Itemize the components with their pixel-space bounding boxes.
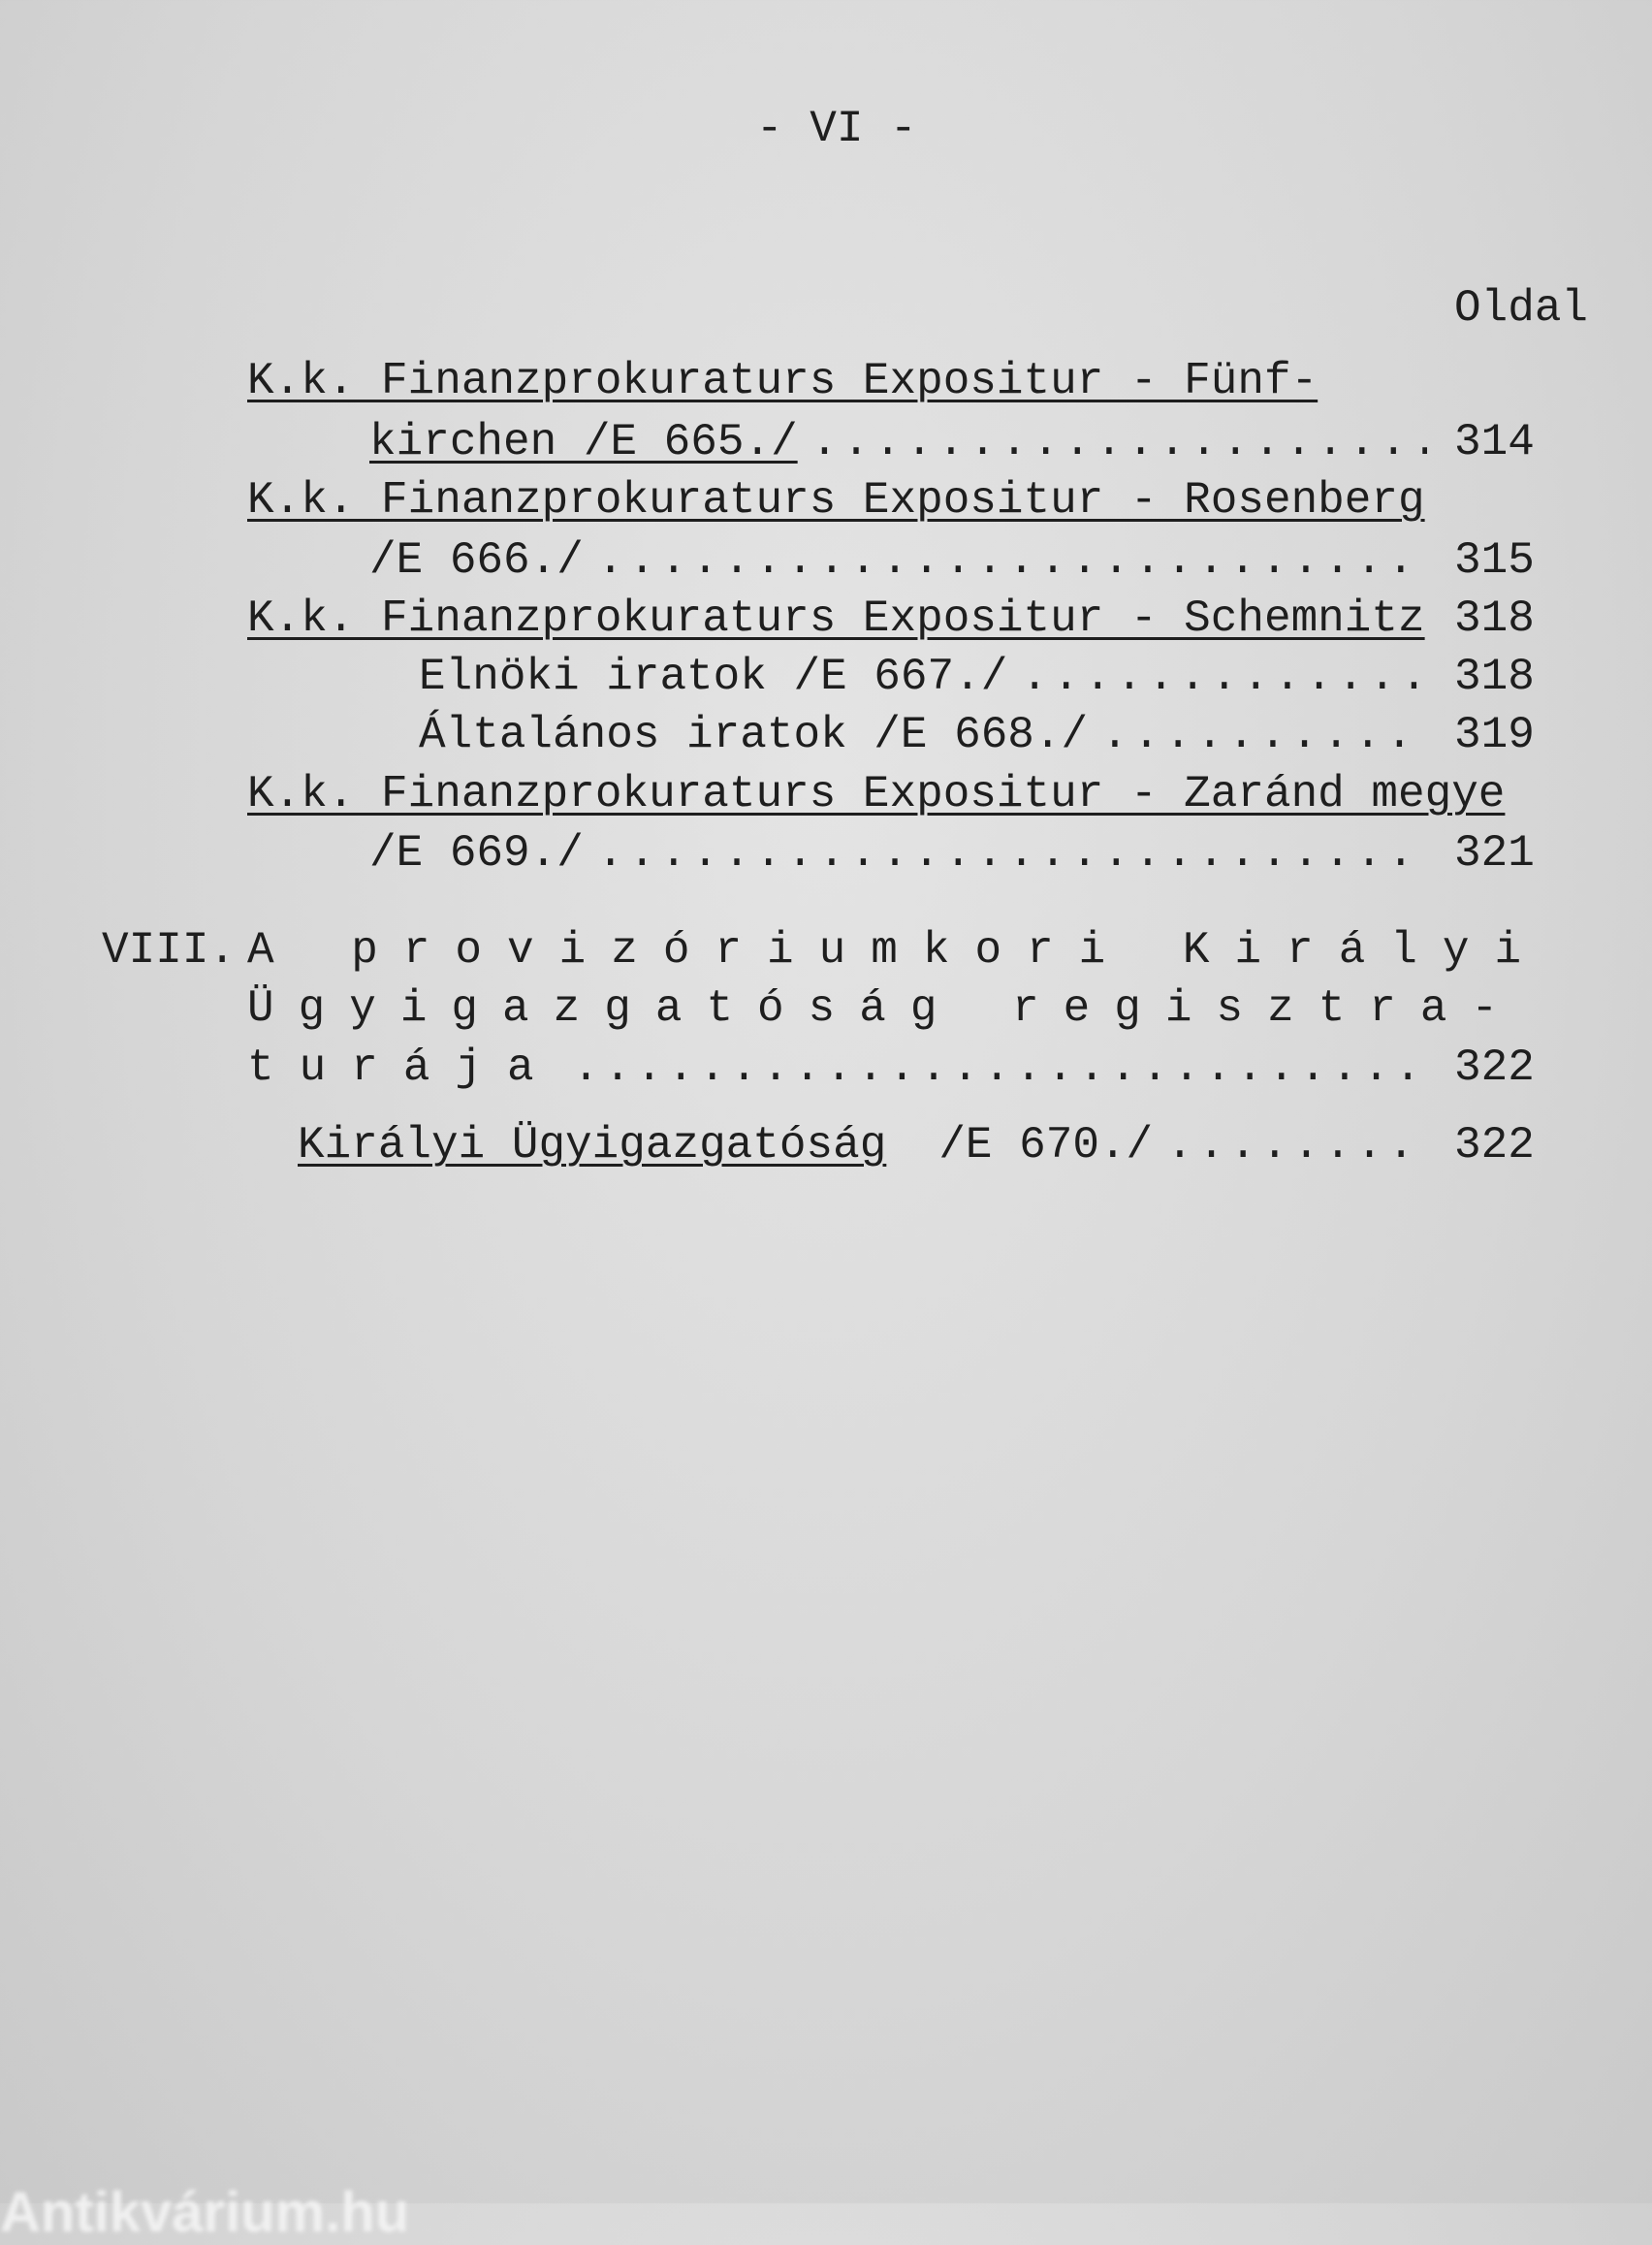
page-number-roman: - VI - — [756, 104, 917, 154]
dot-leader — [597, 826, 1427, 881]
subentry-code: /E 670./ — [938, 1120, 1154, 1171]
page-ref: 318 — [1454, 593, 1535, 644]
toc-subentry — [419, 708, 1441, 762]
column-label-oldal: Oldal — [1454, 283, 1589, 334]
watermark: Antikvárium.hu — [0, 2181, 410, 2244]
dot-leader — [811, 415, 1427, 469]
entry-title-cont: /E 669./ — [369, 828, 584, 879]
page-ref: 319 — [1454, 710, 1535, 760]
section-title: A provizóriumkori Királyi — [247, 925, 1547, 976]
dot-leader — [1101, 708, 1427, 762]
section-number: VIII. — [102, 925, 237, 976]
toc-entry — [369, 533, 1441, 588]
page-ref: 322 — [1454, 1120, 1535, 1171]
toc-entry — [369, 826, 1441, 881]
page-ref: 314 — [1454, 417, 1535, 467]
section-title-cont: Ügyigazgatóság regisztra- — [247, 983, 1523, 1034]
entry-title: K.k. Finanzprokuraturs Expositur - Zaránd megye — [247, 769, 1506, 819]
toc-entry — [247, 1041, 1441, 1095]
subentry-title: Királyi Ügyigazgatóság — [298, 1120, 887, 1171]
subentry-title: Általános iratok /E 668./ — [419, 710, 1089, 760]
page-ref: 318 — [1454, 652, 1535, 702]
toc-subentry — [298, 1118, 1441, 1172]
entry-title-cont: kirchen /E 665./ — [369, 417, 798, 467]
section-title-end: turája — [247, 1042, 559, 1093]
toc-subentry — [419, 650, 1441, 704]
dot-leader — [1166, 1118, 1427, 1172]
toc-entry — [369, 415, 1441, 469]
entry-title: K.k. Finanzprokuraturs Expositur - Rosenberg — [247, 475, 1425, 526]
page-ref: 321 — [1454, 828, 1535, 879]
dot-leader — [597, 533, 1427, 588]
dot-leader — [1021, 650, 1427, 704]
entry-title-cont: /E 666./ — [369, 535, 584, 586]
subentry-title: Elnöki iratok /E 667./ — [419, 652, 1008, 702]
entry-title: K.k. Finanzprokuraturs Expositur - Schemnitz — [247, 593, 1425, 644]
page-ref: 315 — [1454, 535, 1535, 586]
toc-entry — [247, 592, 1441, 646]
entry-title: K.k. Finanzprokuraturs Expositur - Fünf- — [247, 356, 1318, 406]
page-ref: 322 — [1454, 1042, 1535, 1093]
dot-leader — [573, 1041, 1427, 1095]
